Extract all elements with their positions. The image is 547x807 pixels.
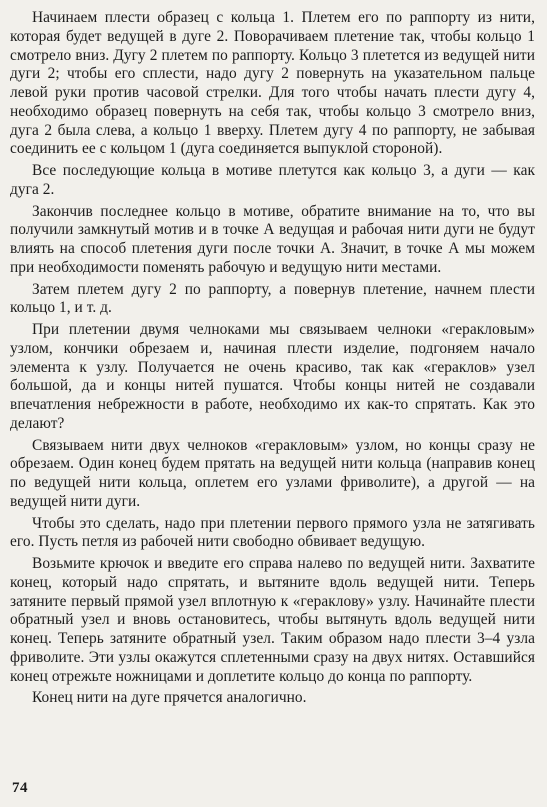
paragraph-3: Закончив последнее кольцо в мотиве, обратите внимание на то, что вы получили замкнутый мотив и в точке А ведущая и рабочая нити дуги не будут влиять на способ плетения дуги после точки А. Значит, в точке А мы можем при необходимости поменять рабочую и ведущую нити местами. (10, 202, 535, 276)
paragraph-9: Конец нити на дуге прячется аналогично. (32, 689, 307, 707)
page-number: 74 (12, 780, 28, 796)
paragraph-6: Связываем нити двух челноков «геракловым» узлом, но концы сразу не обрезаем. Один конец будем прятать на ведущей нити кольца (направив конец по ведущей нити кольца, оплетем его узлами фриволите), а другой — на ведущей нити дуги. (10, 436, 535, 510)
paragraph-5: При плетении двумя челноками мы связываем челноки «геракловым» узлом, кончики обрезаем и, начиная плести изделие, подгоняем начало элемента к узлу. Получается не очень красиво, так как «гераклов» узел большой, да и концы нитей пушатся. Чтобы концы нитей не создавали впечатления небрежности в работе, необходимо их как-то спрятать. Как это делают? (10, 321, 535, 432)
paragraph-1: Начинаем плести образец с кольца 1. Плетем его по раппорту из нити, которая будет ведущей в дуге 2. Поворачиваем плетение так, чтобы кольцо 1 смотрело вниз. Дугу 2 плетем по раппорту. Кольцо 3 плетется из ведущей нити дуги 2; чтобы его сплести, надо дугу 2 повернуть на указательном пальце левой руки против часовой стрелки. Для того чтобы начать плести дугу 4, необходимо образец повернуть на себя так, чтобы кольцо 3 смотрело вниз, дуга 2 была слева, а кольцо 1 вверху. Плетем дугу 4 по раппорту, не забывая соединить ее с кольцом 1 (дуга соединяется выпуклой стороной). (10, 9, 535, 158)
paragraph-4: Затем плетем дугу 2 по раппорту, а повернув плетение, начнем плести кольцо 1, и т. д. (10, 280, 535, 317)
paragraph-2: Все последующие кольца в мотиве плетутся как кольцо 3, а дуги — как дуга 2. (10, 162, 535, 198)
paragraph-8: Возьмите крючок и введите его справа налево по ведущей нити. Захватите конец, который надо спрятать, и вытяните вдоль ведущей нити. Теперь затяните первый прямой узел вплотную к «гераклову» узлу. Начинайте плести обратный узел и вновь остановитесь, чтобы вытянуть вдоль ведущей нити конец. Теперь затяните обратный узел. Таким образом надо плести 3–4 узла фриволите. Эти узлы окажутся сплетенными сразу на двух нитях. Оставшийся конец отрежьте ножницами и доплетите кольцо до конца по раппорту. (10, 555, 535, 685)
paragraph-7: Чтобы это сделать, надо при плетении первого прямого узла не затягивать его. Пусть петля из рабочей нити свободно обвивает ведущую. (10, 514, 535, 551)
body-text (10, 9, 535, 708)
